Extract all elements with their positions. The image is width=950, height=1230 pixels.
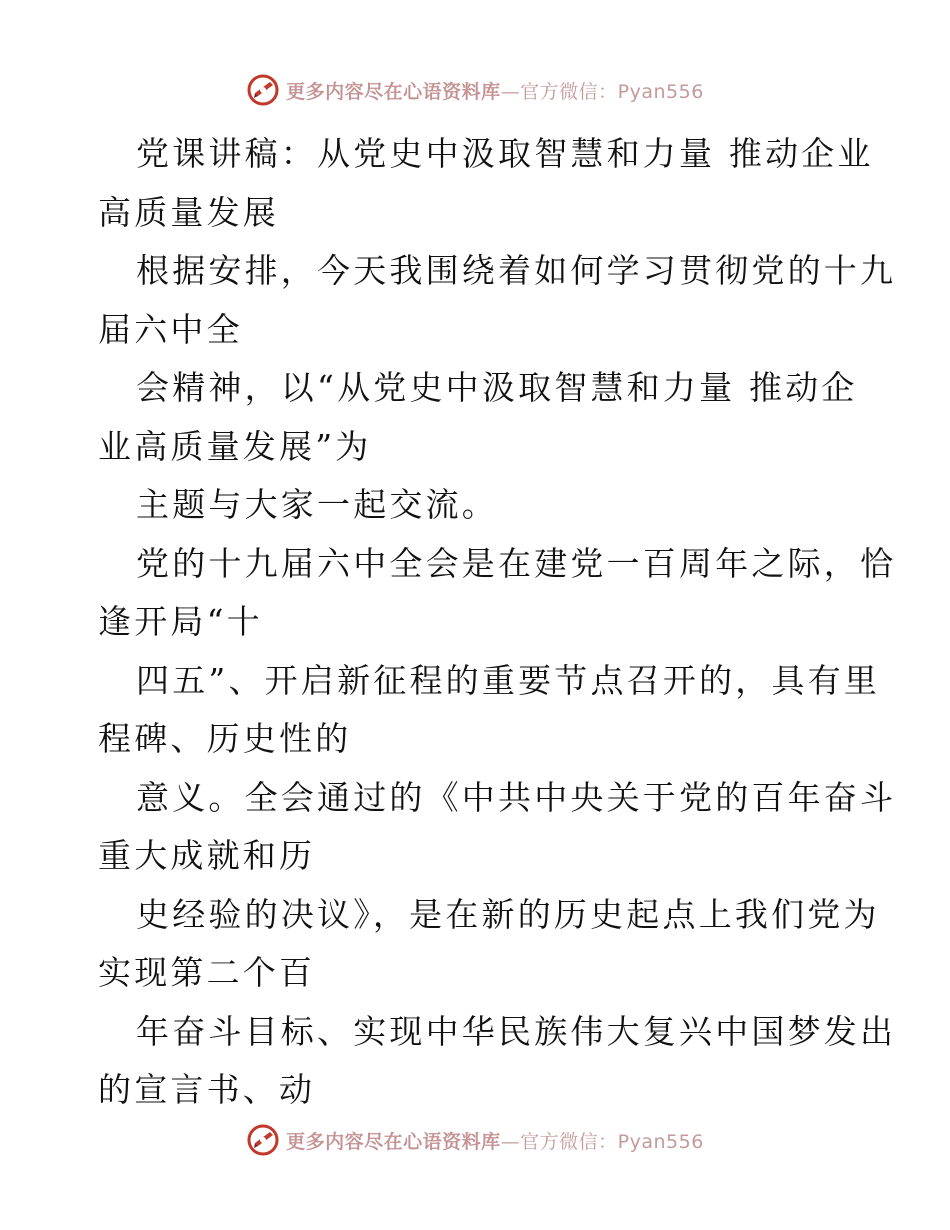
- book-pen-logo-icon: [246, 1123, 280, 1157]
- doc-line: 业高质量发展”为: [98, 426, 372, 466]
- doc-line: 四五”、开启新征程的重要节点召开的，具有里: [136, 660, 881, 700]
- doc-line: 意义。全会通过的《中共中央关于党的百年奋斗: [136, 777, 897, 817]
- footer-banner-text: [286, 1127, 704, 1154]
- header-contact-text: 官方微信：Pyan556: [520, 80, 704, 103]
- doc-line: 逢开局“十: [98, 602, 263, 641]
- doc-line: 主题与大家一起交流。: [136, 485, 498, 524]
- doc-line: 根据安排，今天我围绕着如何学习贯彻党的十九: [136, 251, 897, 290]
- book-pen-logo-icon: [246, 73, 280, 107]
- footer-separator: —: [500, 1130, 521, 1153]
- document-body: [98, 125, 897, 1120]
- doc-line: 届六中全: [98, 309, 243, 349]
- doc-line: 高质量发展: [98, 192, 279, 232]
- header-main-text: 更多内容尽在心语资料库: [286, 80, 501, 103]
- doc-line: 实现第二个百: [98, 953, 316, 992]
- doc-line: 党的十九届六中全会是在建党一百周年之际，恰: [136, 543, 897, 583]
- doc-line: 的宣言书、动: [98, 1070, 316, 1109]
- footer-contact-text: 官方微信：Pyan556: [520, 1130, 704, 1153]
- footer-banner: [0, 1120, 950, 1160]
- header-banner-text: [286, 77, 704, 104]
- doc-line: 程碑、历史性的: [98, 719, 352, 758]
- header-banner: [0, 70, 950, 110]
- doc-line: 会精神，以“从党史中汲取智慧和力量 推动企: [136, 368, 858, 407]
- doc-line: 党课讲稿：从党史中汲取智慧和力量 推动企业: [136, 134, 874, 173]
- footer-main-text: 更多内容尽在心语资料库: [286, 1130, 501, 1153]
- doc-line: 重大成就和历: [98, 836, 316, 875]
- header-separator: —: [500, 80, 521, 103]
- doc-line: 年奋斗目标、实现中华民族伟大复兴中国梦发出: [136, 1011, 897, 1051]
- doc-line: 史经验的决议》，是在新的历史起点上我们党为: [136, 894, 880, 934]
